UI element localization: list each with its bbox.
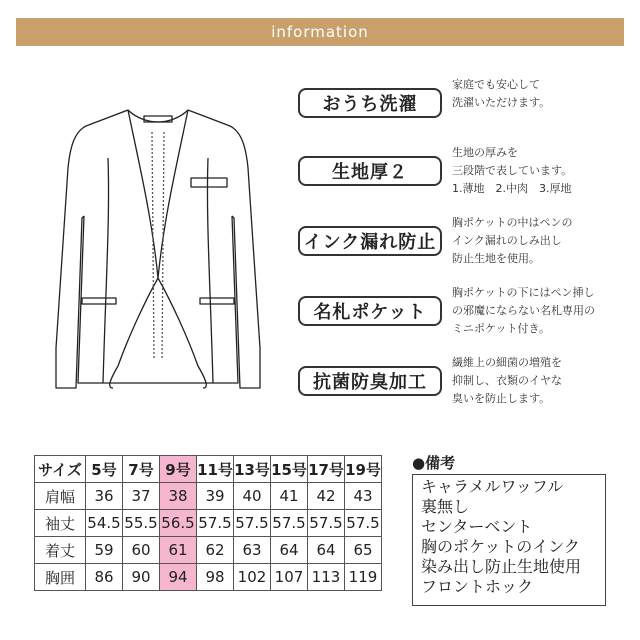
notes-line: センターベント bbox=[421, 517, 533, 536]
cell: 113 bbox=[308, 564, 345, 591]
feature-desc: 繊維上の細菌の増殖を 抑制し、衣類のイヤな 臭いを防止します。 bbox=[452, 356, 562, 405]
notes-line: キャラメルワッフル bbox=[421, 477, 564, 496]
cell-highlighted: 61 bbox=[160, 537, 197, 564]
cell: 55.5 bbox=[123, 510, 160, 537]
cell: 43 bbox=[345, 483, 382, 510]
cell-highlighted: 94 bbox=[160, 564, 197, 591]
size-col-highlighted: 9号 bbox=[160, 456, 197, 483]
feature-desc: 胸ポケットの下にはペン挿し の邪魔にならない名札専用の ミニポケット付き。 bbox=[452, 286, 595, 335]
row-label: 着丈 bbox=[35, 537, 86, 564]
cell: 98 bbox=[197, 564, 234, 591]
cell: 37 bbox=[123, 483, 160, 510]
cell: 57.5 bbox=[308, 510, 345, 537]
cell: 64 bbox=[271, 537, 308, 564]
cell: 40 bbox=[234, 483, 271, 510]
feature-antibacterial bbox=[298, 356, 632, 408]
table-row bbox=[35, 537, 382, 564]
cell: 65 bbox=[345, 537, 382, 564]
feature-ink-leak-prevention bbox=[298, 216, 632, 268]
cell-highlighted: 38 bbox=[160, 483, 197, 510]
size-col: 15号 bbox=[271, 456, 308, 483]
table-row bbox=[35, 564, 382, 591]
notes-line: 染み出し防止生地使用 bbox=[421, 557, 582, 576]
size-col: 17号 bbox=[308, 456, 345, 483]
size-col: 7号 bbox=[123, 456, 160, 483]
cell: 42 bbox=[308, 483, 345, 510]
feature-tag: インク漏れ防止 bbox=[298, 226, 442, 256]
feature-tag: 生地厚２ bbox=[298, 156, 442, 186]
header-title: information bbox=[271, 23, 369, 41]
feature-fabric-thickness bbox=[298, 146, 632, 198]
cell: 39 bbox=[197, 483, 234, 510]
row-label: 袖丈 bbox=[35, 510, 86, 537]
cell: 62 bbox=[197, 537, 234, 564]
size-col: 13号 bbox=[234, 456, 271, 483]
cell: 63 bbox=[234, 537, 271, 564]
cell-highlighted: 56.5 bbox=[160, 510, 197, 537]
cell: 64 bbox=[308, 537, 345, 564]
notes-box bbox=[412, 474, 606, 606]
size-corner: サイズ bbox=[35, 456, 86, 483]
cell: 57.5 bbox=[345, 510, 382, 537]
feature-tag: おうち洗濯 bbox=[298, 88, 442, 118]
cell: 57.5 bbox=[197, 510, 234, 537]
notes-title: ●備考 bbox=[412, 454, 456, 472]
feature-tag: 抗菌防臭加工 bbox=[298, 366, 442, 396]
cell: 107 bbox=[271, 564, 308, 591]
cell: 86 bbox=[86, 564, 123, 591]
cell: 36 bbox=[86, 483, 123, 510]
feature-name-tag-pocket bbox=[298, 286, 632, 338]
jacket-illustration bbox=[48, 98, 268, 398]
size-table bbox=[34, 455, 382, 591]
notes-line: 胸のポケットのインク bbox=[421, 537, 580, 556]
cell: 60 bbox=[123, 537, 160, 564]
information-header bbox=[16, 18, 624, 46]
size-col: 11号 bbox=[197, 456, 234, 483]
row-label: 胸囲 bbox=[35, 564, 86, 591]
notes-line: フロントホック bbox=[421, 577, 534, 596]
cell: 57.5 bbox=[271, 510, 308, 537]
table-row bbox=[35, 483, 382, 510]
cell: 57.5 bbox=[234, 510, 271, 537]
notes-line: 裏無し bbox=[421, 497, 470, 516]
size-header-row bbox=[35, 456, 382, 483]
feature-desc: 胸ポケットの中はペンの インク漏れのしみ出し 防止生地を使用。 bbox=[452, 216, 573, 265]
feature-desc: 家庭でも安心して 洗濯いただけます。 bbox=[452, 78, 551, 109]
feature-desc: 生地の厚みを 三段階で表しています。 1.薄地 2.中肉 3.厚地 bbox=[452, 146, 573, 195]
row-label: 肩幅 bbox=[35, 483, 86, 510]
cell: 59 bbox=[86, 537, 123, 564]
feature-home-wash bbox=[298, 78, 632, 118]
cell: 41 bbox=[271, 483, 308, 510]
cell: 54.5 bbox=[86, 510, 123, 537]
table-row bbox=[35, 510, 382, 537]
cell: 119 bbox=[345, 564, 382, 591]
size-col: 5号 bbox=[86, 456, 123, 483]
cell: 90 bbox=[123, 564, 160, 591]
cell: 102 bbox=[234, 564, 271, 591]
feature-tag: 名札ポケット bbox=[298, 296, 442, 326]
size-col: 19号 bbox=[345, 456, 382, 483]
